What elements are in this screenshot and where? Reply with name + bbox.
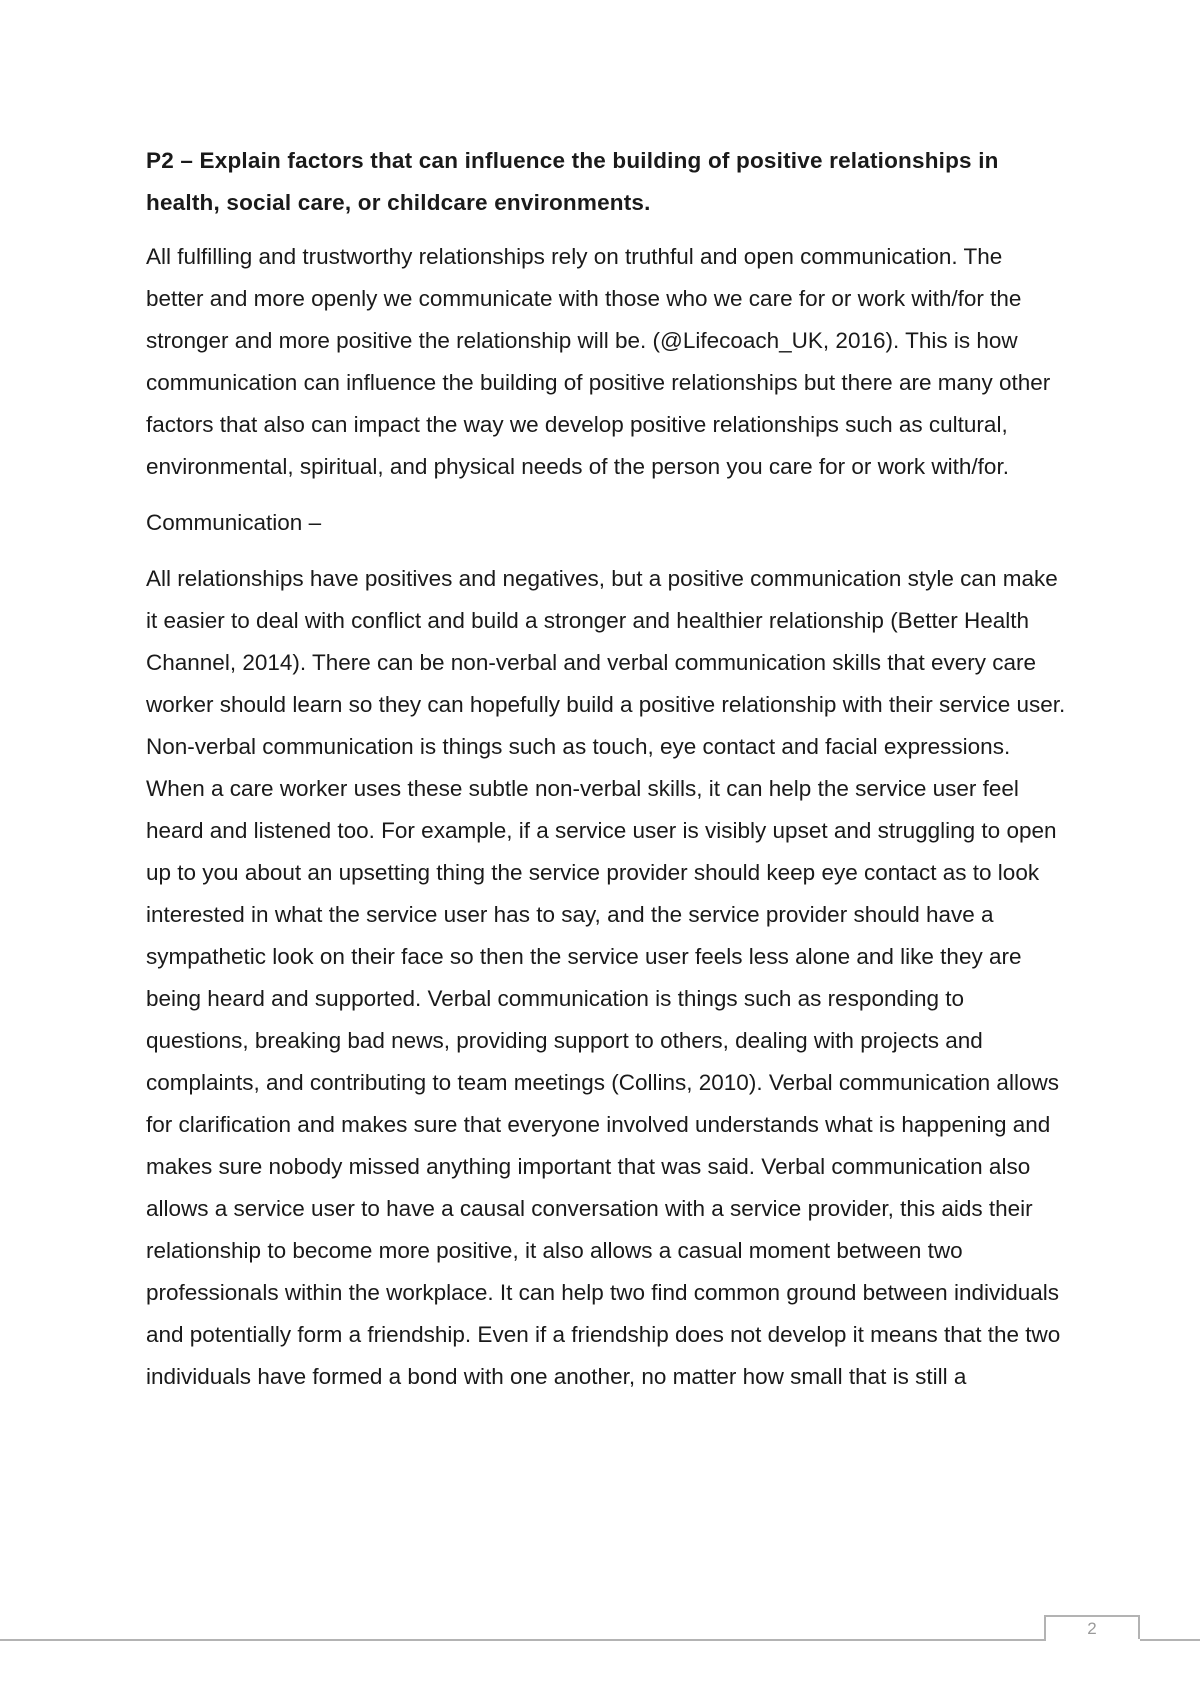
document-body	[146, 140, 1066, 1412]
section-heading: P2 – Explain factors that can influence the building of positive relationships in health, social care, or childcare environments.	[146, 148, 999, 215]
intro-paragraph: All fulfilling and trustworthy relationships rely on truthful and open communication. The better and more openly we communicate with those who we care for or work with/for the stronger and more positive the relationship will be. (@Lifecoach_UK, 2016). This is how communication can influence the building of positive relationships but there are many other factors that also can impact the way we develop positive relationships such as cultural, environmental, spiritual, and physical needs of the person you care for or work with/for.	[146, 244, 1051, 479]
subheading-communication: Communication –	[146, 510, 322, 535]
footer-rule-right	[1140, 1639, 1200, 1641]
communication-paragraph: All relationships have positives and negatives, but a positive communication style can make it easier to deal with conflict and build a stronger and healthier relationship (Better Health Channel, 2014). There can be non-verbal and verbal communication skills that every care worker should learn so they can hopefully build a positive relationship with their service user. Non-verbal communication is things such as touch, eye contact and facial expressions. When a care worker uses these subtle non-verbal skills, it can help the service user feel heard and listened too. For example, if a service user is visibly upset and struggling to open up to you about an upsetting thing the service provider should keep eye contact as to look interested in what the service user has to say, and the service provider should have a sympathetic look on their face so then the service user feels less alone and like they are being heard and supported. Verbal communication is things such as responding to questions, breaking bad news, providing support to others, dealing with projects and complaints, and contributing to team meetings (Collins, 2010). Verbal communication allows for clarification and makes sure that everyone involved understands what is happening and makes sure nobody missed anything important that was said. Verbal communication also allows a service user to have a causal conversation with a service provider, this aids their relationship to become more positive, it also allows a casual moment between two professionals within the workplace. It can help two find common ground between individuals and potentially form a friendship. Even if a friendship does not develop it means that the two individuals have formed a bond with one another, no matter how small that is still a	[146, 566, 1066, 1389]
footer-rule-left	[0, 1639, 1046, 1641]
page-number: 2	[1044, 1615, 1140, 1639]
